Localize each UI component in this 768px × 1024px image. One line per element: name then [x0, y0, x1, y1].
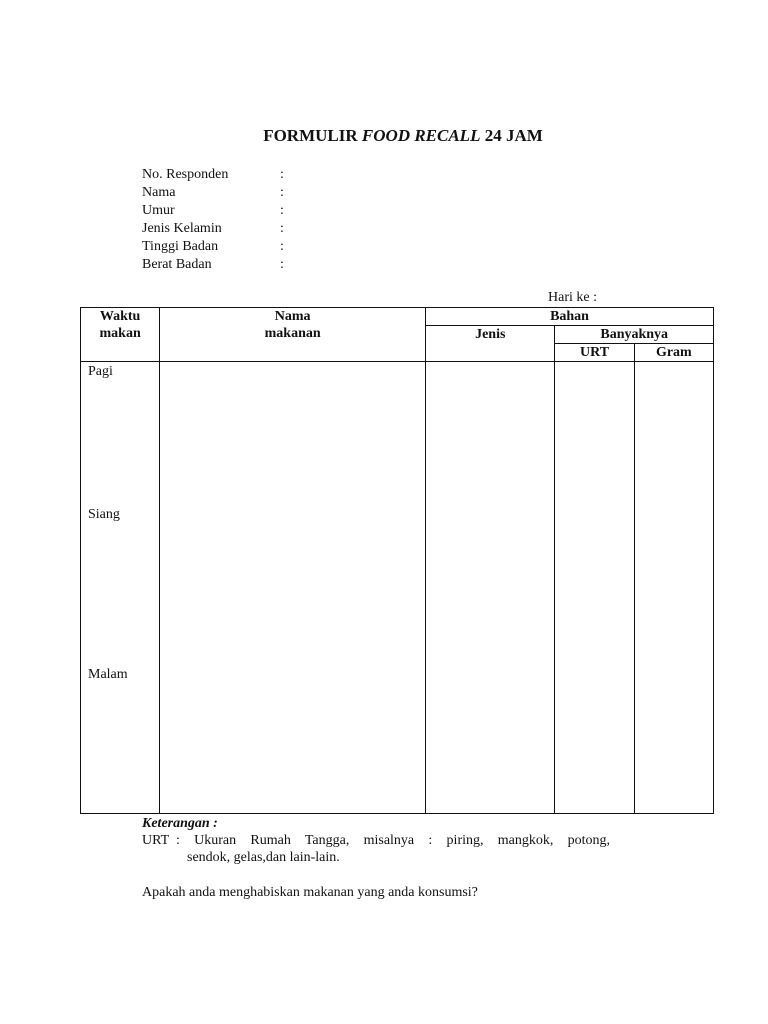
field-tinggi-badan: Tinggi Badan : [142, 239, 284, 254]
header-urt: URT [555, 344, 634, 362]
food-recall-table [80, 307, 714, 814]
question-text: Apakah anda menghabiskan makanan yang anda konsumsi? [142, 885, 478, 900]
header-jenis: Jenis [426, 326, 555, 362]
meal-malam: Malam [88, 667, 128, 682]
header-gram: Gram [634, 344, 713, 362]
gram-cell[interactable] [634, 362, 713, 814]
keterangan-section [142, 815, 610, 866]
field-nama: Nama : [142, 185, 284, 200]
header-banyaknya: Banyaknya [555, 326, 714, 344]
header-nama-makanan: Nama makanan [160, 308, 426, 362]
keterangan-title: Keterangan : [142, 816, 218, 831]
urt-note-continued: sendok, gelas,dan lain-lain. [187, 850, 340, 865]
meal-pagi: Pagi [88, 364, 113, 379]
meal-siang: Siang [88, 507, 120, 522]
jenis-cell[interactable] [426, 362, 555, 814]
hari-ke-label: Hari ke : [548, 290, 597, 305]
urt-cell[interactable] [555, 362, 634, 814]
field-berat-badan: Berat Badan : [142, 257, 284, 272]
form-title: FORMULIR FOOD RECALL 24 JAM [263, 126, 543, 145]
urt-note: URT : Ukuran Rumah Tangga, misalnya : piring, mangkok, potong, [142, 833, 610, 848]
field-jenis-kelamin: Jenis Kelamin : [142, 221, 284, 236]
field-umur: Umur : [142, 203, 284, 218]
waktu-makan-cell[interactable] [81, 362, 160, 814]
header-waktu-makan: Waktu makan [81, 308, 160, 362]
header-bahan: Bahan [426, 308, 714, 326]
respondent-fields [142, 166, 290, 274]
field-no-responden: No. Responden : [142, 167, 284, 182]
nama-makanan-cell[interactable] [160, 362, 426, 814]
